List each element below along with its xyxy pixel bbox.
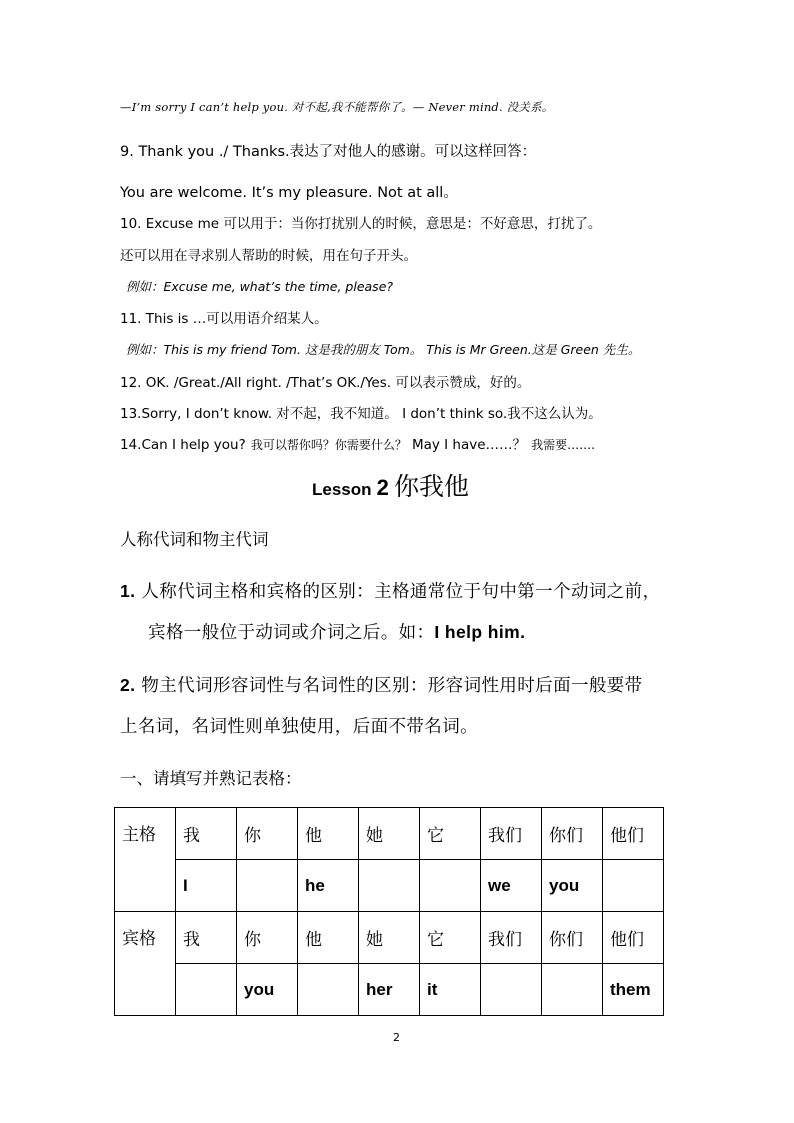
paragraph-2-number: 2.	[120, 675, 136, 695]
text-item-14-question: 14.Can I help you?	[120, 437, 246, 453]
table-row-subj-en	[115, 860, 664, 912]
table-cell: 你们	[542, 912, 603, 964]
example-excuse-me: 例如：Excuse me, what’s the time, please?	[126, 279, 394, 294]
text-item-10-cont: 还可以用在寻求别人帮助的时候，用在句子开头。	[120, 248, 417, 264]
table-cell-blank	[176, 964, 237, 1016]
table-cell: her	[359, 964, 420, 1016]
paragraph-1-line-1	[120, 578, 660, 603]
table-cell-blank	[481, 964, 542, 1016]
table-cell: it	[420, 964, 481, 1016]
table-cell: I	[176, 860, 237, 912]
table-cell: 他们	[603, 808, 664, 860]
lesson-title	[312, 467, 469, 503]
paragraph-1-text-b: 宾格一般位于动词或介词之后。如：	[148, 623, 435, 643]
table-cell-blank	[359, 860, 420, 912]
paragraph-1-line-2	[148, 619, 525, 644]
table-cell: 它	[420, 912, 481, 964]
table-cell: 我们	[481, 912, 542, 964]
table-row-obj-cn	[115, 912, 664, 964]
table-row-obj-en	[115, 964, 664, 1016]
paragraph-1-number: 1.	[120, 581, 136, 601]
text-item-14	[120, 433, 595, 453]
paragraph-2-line-1	[120, 672, 643, 697]
table-cell: 她	[359, 912, 420, 964]
table-cell-blank	[542, 964, 603, 1016]
paragraph-2-line-2: 上名词，名词性则单独使用，后面不带名词。	[120, 717, 478, 737]
table-row-subj-cn	[115, 808, 664, 860]
table-cell: 你们	[542, 808, 603, 860]
table-cell: 你	[237, 808, 298, 860]
pronoun-table	[114, 807, 664, 1016]
text-item-14-may: May I have……？	[411, 437, 527, 453]
table-cell: 他们	[603, 912, 664, 964]
table-cell: 他	[298, 808, 359, 860]
table-label-subject: 主格	[115, 808, 176, 912]
table-cell-blank	[298, 964, 359, 1016]
text-item-10: 10. Excuse me 可以用于：当你打扰别人的时候，意思是：不好意思，打扰了。	[120, 216, 602, 232]
table-cell: 我们	[481, 808, 542, 860]
section-subheading: 人称代词和物主代词	[120, 530, 269, 549]
table-cell: 我	[176, 912, 237, 964]
text-line-sorry: —I’m sorry I can’t help you. 对不起,我不能帮你了。— Never mind. 没关系。	[120, 100, 554, 114]
table-cell: 它	[420, 808, 481, 860]
text-item-12: 12. OK. /Great./All right. /That’s OK./Yes. 可以表示赞成，好的。	[120, 375, 531, 391]
table-cell: you	[542, 860, 603, 912]
table-cell: 我	[176, 808, 237, 860]
lesson-title-word: Lesson	[312, 480, 372, 499]
table-cell: you	[237, 964, 298, 1016]
table-cell: 他	[298, 912, 359, 964]
text-item-14-need: 我需要…….	[531, 438, 595, 452]
lesson-title-cn: 你我他	[393, 472, 469, 501]
example-this-is: 例如：This is my friend Tom. 这是我的朋友 Tom。 This is Mr Green.这是 Green 先生。	[126, 342, 641, 357]
paragraph-1-example: I help him.	[434, 622, 526, 642]
table-cell-blank	[420, 860, 481, 912]
table-cell-blank	[237, 860, 298, 912]
page-number: 2	[393, 1031, 400, 1044]
lesson-title-number: 2	[376, 475, 389, 500]
text-item-11: 11. This is …可以用语介绍某人。	[120, 311, 328, 327]
task-heading: 一、请填写并熟记表格：	[120, 769, 302, 788]
table-cell: them	[603, 964, 664, 1016]
table-cell: 她	[359, 808, 420, 860]
table-cell-blank	[603, 860, 664, 912]
text-item-13: 13.Sorry, I don’t know. 对不起，我不知道。 I don’t think so.我不这么认为。	[120, 406, 602, 422]
paragraph-2-text-a: 物主代词形容词性与名词性的区别：形容词性用时后面一般要带	[141, 676, 643, 696]
table-cell: 你	[237, 912, 298, 964]
paragraph-1-text-a: 人称代词主格和宾格的区别：主格通常位于句中第一个动词之前，	[141, 582, 661, 602]
table-label-object: 宾格	[115, 912, 176, 1016]
text-item-14-cn: 我可以帮你吗？你需要什么？	[250, 438, 407, 452]
text-replies: You are welcome. It’s my pleasure. Not at all。	[120, 185, 458, 201]
table-cell: he	[298, 860, 359, 912]
text-item-9: 9. Thank you ./ Thanks.表达了对他人的感谢。可以这样回答：	[120, 144, 537, 160]
table-cell: we	[481, 860, 542, 912]
